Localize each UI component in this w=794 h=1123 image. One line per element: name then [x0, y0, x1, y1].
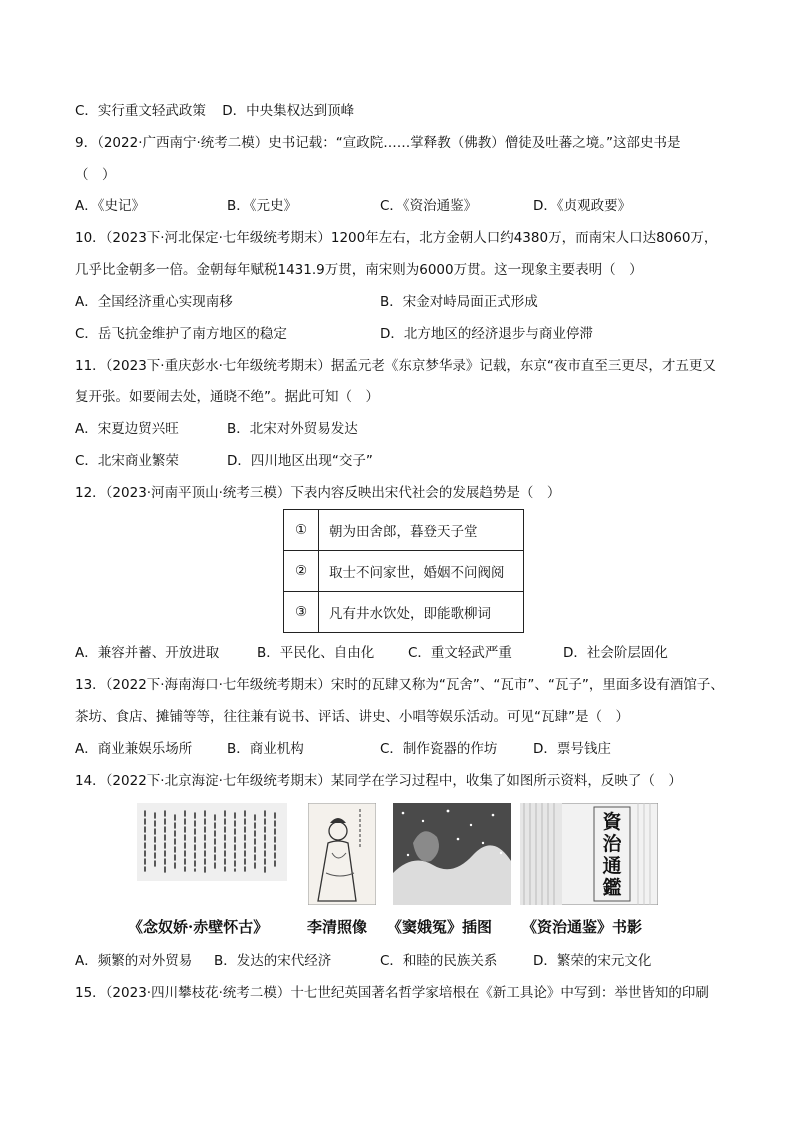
q10-option-a: A．全国经济重心实现南移: [75, 294, 233, 310]
book-title-char: 鑑: [602, 877, 622, 899]
book-title-char: 治: [602, 833, 622, 855]
portrait-image: [308, 803, 376, 905]
q14-option-d: D．繁荣的宋元文化: [533, 953, 652, 969]
q8-options-cd: [75, 101, 354, 121]
book-title-char: 資: [602, 811, 622, 833]
q9-option-a: A．《史记》: [75, 198, 145, 214]
q10-option-b: B．宋金对峙局面正式形成: [380, 294, 538, 310]
q14-option-a: A．频繁的对外贸易: [75, 953, 193, 969]
caption-portrait: 李清照像: [307, 918, 368, 936]
q9-stem-line2: （ ）: [75, 167, 116, 183]
q10-stem-line2: 几乎比金朝多一倍。金朝每年赋税1431.9万贯，南宋则为6000万贯。这一现象主要表明（ ）: [75, 262, 643, 278]
q9-option-b: B．《元史》: [227, 198, 298, 214]
q10-stem-line1: 10．（2023下·河北保定·七年级统考期末）1200年左右，北方金朝人口约4380万，而南宋人口达8060万，: [75, 230, 718, 246]
q14-option-b: B．发达的宋代经济: [214, 953, 332, 969]
book-title-char: 通: [602, 855, 622, 877]
table-cell-num: ②: [284, 551, 319, 592]
q8-option-c: C．实行重文轻武政策: [75, 103, 206, 119]
q12-option-d: D．社会阶层固化: [563, 645, 668, 661]
q11-option-b: B．北宋对外贸易发达: [227, 421, 358, 437]
q13-stem-line2: 茶坊、食店、摊铺等等，往往兼有说书、评话、讲史、小唱等娱乐活动。可见“瓦肆”是（ ）: [75, 709, 629, 725]
q12-stem: 12．（2023·河南平顶山·统考三模）下表内容反映出宋代社会的发展趋势是（ ）: [75, 485, 561, 501]
q10-option-c: C．岳飞抗金维护了南方地区的稳定: [75, 326, 287, 342]
table-row: [284, 551, 524, 592]
table-cell-num: ③: [284, 592, 319, 633]
caption-calligraphy: 《念奴娇·赤壁怀古》: [128, 918, 269, 936]
book-cover-image: [520, 803, 658, 905]
q13-option-b: B．商业机构: [227, 741, 304, 757]
q14-stem: 14．（2022下·北京海淀·七年级统考期末）某同学在学习过程中，收集了如图所示资料，反映了（ ）: [75, 773, 682, 789]
q11-stem-line2: 复开张。如要闹去处，通晓不绝”。据此可知（ ）: [75, 389, 379, 405]
caption-book: 《资治通鉴》书影: [522, 918, 643, 936]
q12-option-c: C．重文轻武严重: [408, 645, 512, 661]
table-row: [284, 592, 524, 633]
q14-option-c: C．和睦的民族关系: [380, 953, 498, 969]
q9-stem-line1: 9．（2022·广西南宁·统考二模）史书记载：“宣政院……掌释教（佛教）僧徒及吐蕃之境。”这部史书是: [75, 135, 681, 151]
q12-table: [283, 509, 524, 633]
q11-option-a: A．宋夏边贸兴旺: [75, 421, 179, 437]
q12-option-b: B．平民化、自由化: [257, 645, 375, 661]
q13-option-d: D．票号钱庄: [533, 741, 611, 757]
table-cell-text: 凡有井水饮处，即能歌柳词: [319, 592, 524, 633]
q10-option-d: D．北方地区的经济退步与商业停滞: [380, 326, 593, 342]
q12-option-a: A．兼容并蓄、开放进取: [75, 645, 220, 661]
table-cell-text: 取士不问家世，婚姻不问阀阅: [319, 551, 524, 592]
q13-option-c: C．制作瓷器的作坊: [380, 741, 498, 757]
illustration-image: [393, 803, 511, 905]
calligraphy-image: [137, 803, 287, 881]
q8-option-d: D．中央集权达到顶峰: [222, 103, 355, 119]
q11-stem-line1: 11．（2023下·重庆彭水·七年级统考期末）据孟元老《东京梦华录》记载，东京“夜市直至三更尽，才五更又: [75, 358, 716, 374]
q15-stem-line1: 15．（2023·四川攀枝花·统考二模）十七世纪英国著名哲学家培根在《新工具论》中写到：举世皆知的印刷: [75, 985, 709, 1001]
q11-option-c: C．北宋商业繁荣: [75, 453, 179, 469]
q11-option-d: D．四川地区出现“交子”: [227, 453, 373, 469]
table-row: [284, 510, 524, 551]
q9-option-d: D．《贞观政要》: [533, 198, 632, 214]
table-cell-text: 朝为田舍郎，暮登天子堂: [319, 510, 524, 551]
q9-option-c: C．《资治通鉴》: [380, 198, 478, 214]
book-title: [596, 811, 628, 899]
table-cell-num: ①: [284, 510, 319, 551]
caption-illustration: 《窦娥冤》插图: [387, 918, 493, 936]
q13-stem-line1: 13．（2022下·海南海口·七年级统考期末）宋时的瓦肆又称为“瓦舍”、“瓦市”、“瓦子”，里面多设有酒馆子、: [75, 677, 724, 693]
q13-option-a: A．商业兼娱乐场所: [75, 741, 193, 757]
